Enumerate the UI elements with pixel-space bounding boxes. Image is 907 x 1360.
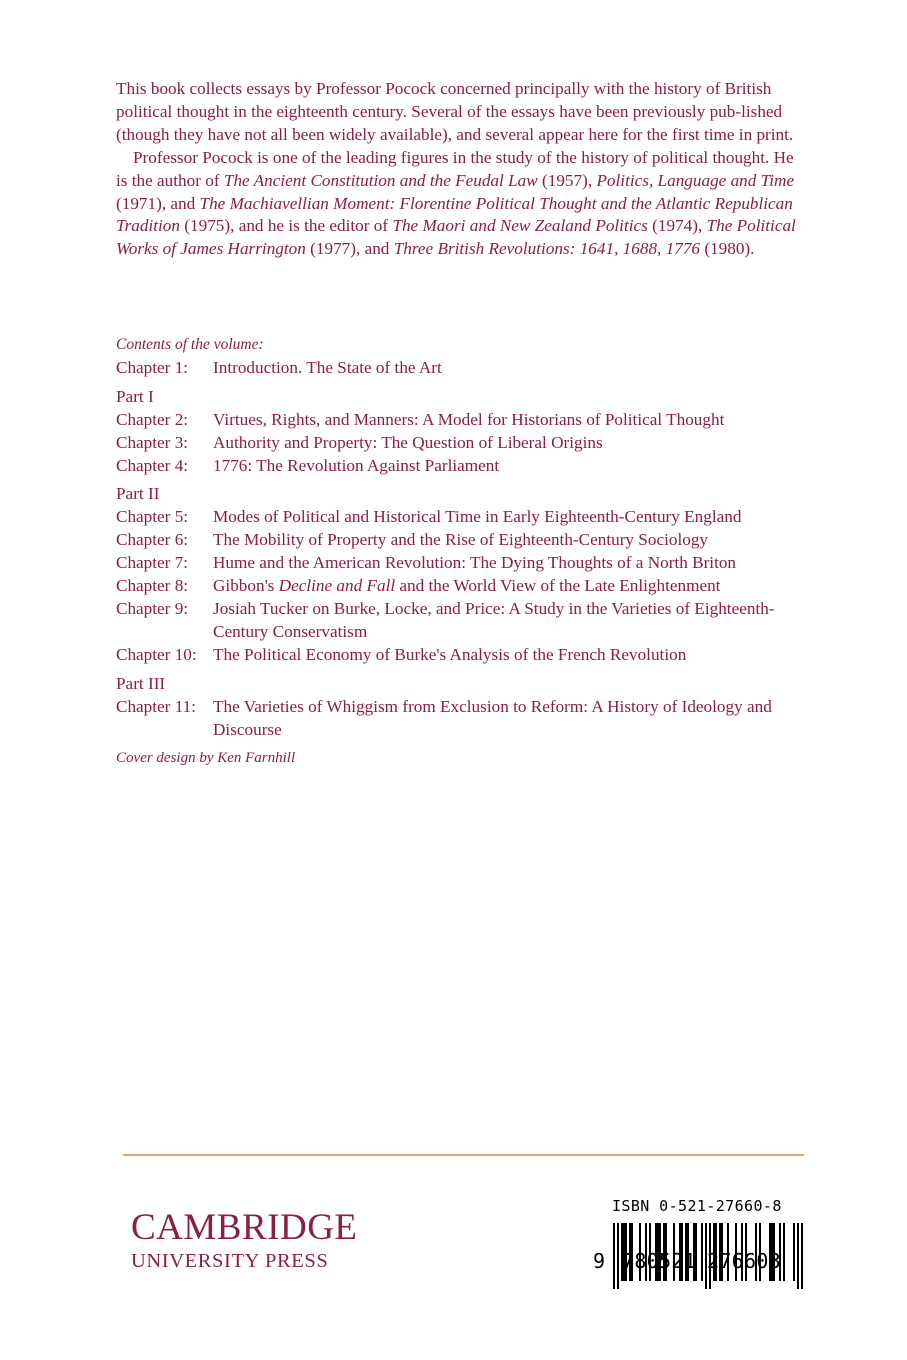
chapter-entry (116, 529, 806, 552)
italic-title: Decline and Fall (278, 576, 396, 596)
barcode-digit-first: 9 (593, 1249, 606, 1273)
isbn-barcode (583, 1187, 825, 1312)
publisher-logo (131, 1209, 358, 1273)
contents-heading: Contents of the volume: (116, 336, 264, 353)
barcode-bar (793, 1223, 795, 1281)
cover-credit: Cover design by Ken Farnhill (116, 750, 296, 767)
barcode-bar (617, 1223, 619, 1289)
chapter-title (213, 575, 806, 598)
chapter-entry (116, 644, 806, 667)
chapter-entry (116, 552, 806, 575)
barcode-bar (797, 1223, 799, 1289)
chapter-title (213, 506, 806, 529)
italic-title: The Ancient Constitution and the Feudal Law (223, 170, 538, 190)
barcode-digits-right: 276603 (707, 1249, 782, 1273)
chapter-entry (116, 455, 806, 478)
chapter-entry (116, 432, 806, 455)
chapter-title (213, 455, 806, 478)
barcode-digits-left: 780521 (622, 1249, 697, 1273)
chapter-title (213, 696, 806, 742)
chapter-label: Chapter 4: (116, 455, 189, 475)
contents-list (116, 357, 806, 742)
chapter-label: Chapter 10: (116, 644, 197, 664)
chapter-title (213, 357, 806, 380)
divider-rule (123, 1154, 804, 1156)
contents (116, 334, 806, 770)
text-run: (1980). (700, 239, 755, 259)
part-label: Part II (116, 484, 160, 504)
text-run: (1971), and (116, 193, 200, 213)
barcode-bar (801, 1223, 803, 1289)
part-label: Part III (116, 673, 166, 693)
chapter-entry (116, 357, 806, 380)
italic-title: The Maori and New Zealand Politics (392, 216, 648, 236)
chapter-entry (116, 575, 806, 598)
chapter-label: Chapter 3: (116, 432, 189, 452)
chapter-label: Chapter 5: (116, 507, 189, 527)
barcode-bar (613, 1223, 615, 1289)
publisher-subtitle: UNIVERSITY PRESS (131, 1250, 329, 1272)
chapter-title (213, 552, 806, 575)
publisher-name: CAMBRIDGE (131, 1207, 358, 1248)
chapter-label: Chapter 1: (116, 357, 189, 377)
chapter-title (213, 529, 806, 552)
italic-title: Three British Revolutions: 1641, 1688, 1776 (393, 239, 701, 259)
chapter-title (213, 644, 806, 667)
barcode-bar (783, 1223, 785, 1281)
text-run: The Varieties of Whiggism from Exclusion to Reform: A History of Ideology and Discourse (213, 696, 772, 739)
text-run: Modes of Political and Historical Time in Early Eighteenth-Century England (213, 507, 742, 527)
text-run: (1977), and (305, 239, 394, 259)
chapter-label: Chapter 9: (116, 598, 189, 618)
italic-title: The Machiavellian Moment: Florentine Political Thought and the Atlantic Republican Tradition (116, 193, 793, 236)
chapter-label: Chapter 11: (116, 696, 197, 716)
text-run: Professor Pocock is one of the leading figures in the study of the history of political thought. He is the author of (116, 147, 794, 190)
part-label: Part I (116, 386, 154, 406)
text-run: The Political Economy of Burke's Analysis of the French Revolution (213, 644, 687, 664)
chapter-title (213, 409, 806, 432)
text-run: (1975), and he is the editor of (180, 216, 393, 236)
chapter-entry (116, 506, 806, 529)
italic-title: Politics, Language and Time (596, 170, 795, 190)
chapter-entry (116, 696, 806, 742)
text-run: and the World View of the Late Enlightenment (395, 576, 721, 596)
text-run: (1974), (647, 216, 707, 236)
text-run: Authority and Property: The Question of Liberal Origins (213, 432, 603, 452)
chapter-label: Chapter 2: (116, 409, 189, 429)
text-run: (1957), (537, 170, 597, 190)
text-run: Hume and the American Revolution: The Dying Thoughts of a North Briton (213, 553, 737, 573)
isbn-label: ISBN 0-521-27660-8 (612, 1197, 782, 1215)
text-run: The Mobility of Property and the Rise of Eighteenth-Century Sociology (213, 530, 709, 550)
chapter-label: Chapter 6: (116, 530, 189, 550)
text-run: Gibbon's (213, 576, 279, 596)
blurb-paragraph-1: This book collects essays by Professor Pocock concerned principally with the history of British political thought in the eighteenth century. Several of the essays have been previously pub-lished (though they have not all been widely available), and several appear here for the first time in print. (116, 79, 794, 144)
barcode-bar (701, 1223, 703, 1281)
chapter-entry (116, 409, 806, 432)
italic-title: The Political Works of James Harrington (116, 216, 796, 259)
chapter-label: Chapter 7: (116, 553, 189, 573)
text-run: Virtues, Rights, and Manners: A Model for Historians of Political Thought (213, 409, 725, 429)
text-run: Introduction. The State of the Art (213, 357, 442, 377)
chapter-title (213, 598, 806, 644)
blurb-paragraph-2 (116, 147, 800, 262)
blurb (116, 78, 800, 261)
text-run: Josiah Tucker on Burke, Locke, and Price: A Study in the Varieties of Eighteenth-Century Conservatism (213, 598, 775, 641)
chapter-title (213, 432, 806, 455)
chapter-entry (116, 598, 806, 644)
text-run: 1776: The Revolution Against Parliament (213, 455, 500, 475)
chapter-label: Chapter 8: (116, 576, 189, 596)
